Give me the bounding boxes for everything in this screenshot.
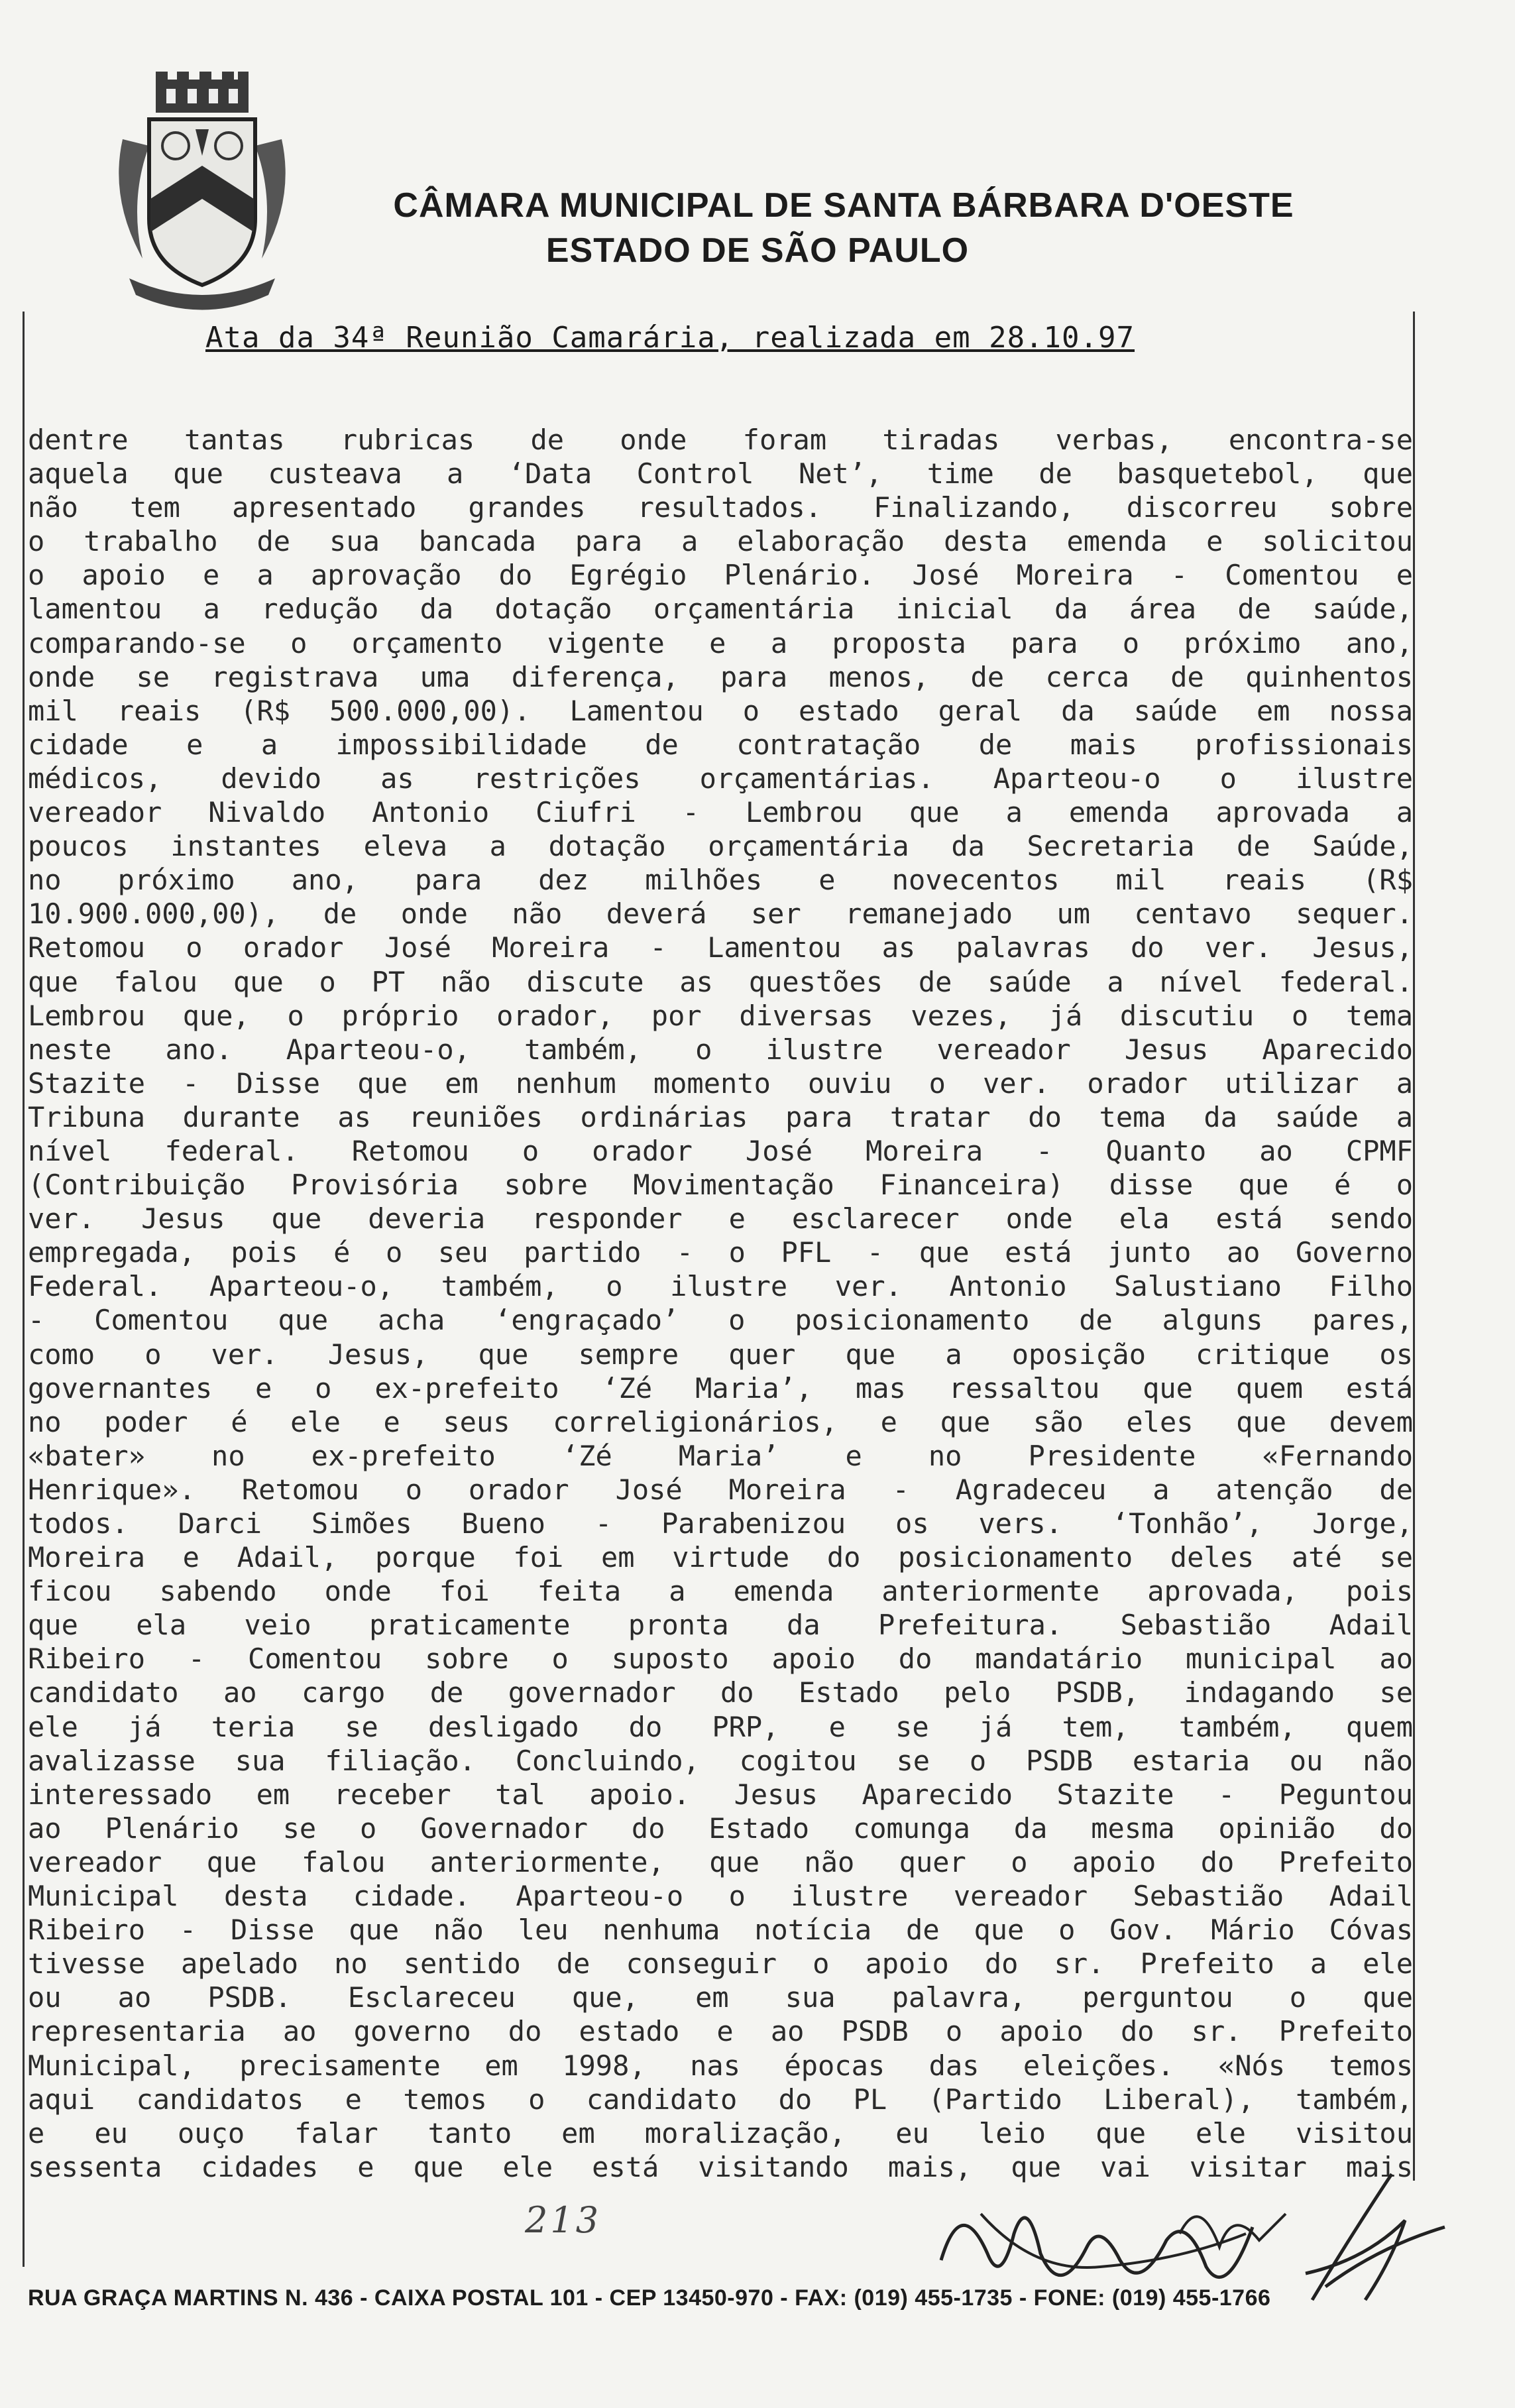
body-line: poucos instantes eleva a dotação orçamentária da Secretaria de Saúde,: [28, 830, 1413, 863]
body-line: lamentou a redução da dotação orçamentária inicial da área de saúde,: [28, 593, 1413, 626]
body-line: sessenta cidades e que ele está visitando mais, que vai visitar mais: [28, 2150, 1413, 2183]
body-line: Retomou o orador José Moreira - Lamentou as palavras do ver. Jesus,: [28, 931, 1413, 964]
body-line: aquela que custeava a ‘Data Control Net’, time de basquetebol, que: [28, 457, 1413, 490]
body-line: representaria ao governo do estado e ao PSDB o apoio do sr. Prefeito: [28, 2015, 1413, 2048]
body-line: que falou que o PT não discute as questões de saúde a nível federal.: [28, 965, 1413, 998]
body-line: candidato ao cargo de governador do Estado pelo PSDB, indagando se: [28, 1676, 1413, 1709]
body-line: vereador Nivaldo Antonio Ciufri - Lembrou que a emenda aprovada a: [28, 796, 1413, 829]
body-line: cidade e a impossibilidade de contratação de mais profissionais: [28, 728, 1413, 761]
minutes-body: [28, 423, 1413, 2184]
body-line: dentre tantas rubricas de onde foram tiradas verbas, encontra-se: [28, 424, 1413, 456]
body-line: Ribeiro - Comentou sobre o suposto apoio do mandatário municipal ao: [28, 1642, 1413, 1676]
body-line: Stazite - Disse que em nenhum momento ouviu o ver. orador utilizar a: [28, 1066, 1413, 1100]
body-line: comparando-se o orçamento vigente e a proposta para o próximo ano,: [28, 626, 1413, 659]
institution-name: CÂMARA MUNICIPAL DE SANTA BÁRBARA D'OESTE: [393, 186, 1294, 225]
body-line: médicos, devido as restrições orçamentárias. Aparteou-o o ilustre: [28, 762, 1413, 795]
body-line: no poder é ele e seus correligionários, e que são eles que devem: [28, 1405, 1413, 1438]
body-line: que ela veio praticamente pronta da Prefeitura. Sebastião Adail: [28, 1609, 1413, 1642]
body-line: mil reais (R$ 500.000,00). Lamentou o estado geral da saúde em nossa: [28, 694, 1413, 727]
body-line: Federal. Aparteou-o, também, o ilustre ver. Antonio Salustiano Filho: [28, 1270, 1413, 1303]
body-line: e eu ouço falar tanto em moralização, eu leio que ele visitou: [28, 2116, 1413, 2150]
body-line: onde se registrava uma diferença, para menos, de cerca de quinhentos: [28, 660, 1413, 693]
body-line: Henrique». Retomou o orador José Moreira - Agradeceu a atenção de: [28, 1473, 1413, 1506]
body-line: - Comentou que acha ‘engraçado’ o posicionamento de alguns pares,: [28, 1304, 1413, 1337]
body-line: ao Plenário se o Governador do Estado comunga da mesma opinião do: [28, 1811, 1413, 1845]
body-line: o trabalho de sua bancada para a elaboração desta emenda e solicitou: [28, 525, 1413, 558]
body-line: ou ao PSDB. Esclareceu que, em sua palavra, perguntou o que: [28, 1981, 1413, 2014]
body-line: 10.900.000,00), de onde não deverá ser remanejado um centavo sequer.: [28, 897, 1413, 931]
body-line: como o ver. Jesus, que sempre quer que a oposição critique os: [28, 1338, 1413, 1371]
handwritten-page-number: 213: [525, 2199, 602, 2241]
body-line: Municipal, precisamente em 1998, nas épocas das eleições. «Nós temos: [28, 2049, 1413, 2082]
minutes-title: Ata da 34ª Reunião Camarária, realizada em 28.10.97: [205, 321, 1135, 355]
body-line: ficou sabendo onde foi feita a emenda anteriormente aprovada, pois: [28, 1575, 1413, 1608]
state-name: ESTADO DE SÃO PAULO: [545, 231, 970, 270]
body-line: todos. Darci Simões Bueno - Parabenizou os vers. ‘Tonhão’, Jorge,: [28, 1507, 1413, 1540]
body-line: Ribeiro - Disse que não leu nenhuma notícia de que o Gov. Mário Cóvas: [28, 1914, 1413, 1947]
right-margin-rule: [1413, 312, 1415, 2181]
body-line: avalizasse sua filiação. Concluindo, cogitou se o PSDB estaria ou não: [28, 1744, 1413, 1777]
body-line: nível federal. Retomou o orador José Moreira - Quanto ao CPMF: [28, 1134, 1413, 1167]
body-line: o apoio e a aprovação do Egrégio Plenário. José Moreira - Comentou e: [28, 559, 1413, 592]
body-line: interessado em receber tal apoio. Jesus Aparecido Stazite - Peguntou: [28, 1778, 1413, 1811]
body-line: no próximo ano, para dez milhões e novecentos mil reais (R$: [28, 864, 1413, 897]
body-line: empregada, pois é o seu partido - o PFL - que está junto ao Governo: [28, 1236, 1413, 1269]
body-line: ele já teria se desligado do PRP, e se já tem, também, quem: [28, 1710, 1413, 1743]
body-line: Municipal desta cidade. Aparteou-o o ilustre vereador Sebastião Adail: [28, 1880, 1413, 1913]
body-line: tivesse apelado no sentido de conseguir o apoio do sr. Prefeito a ele: [28, 1947, 1413, 1980]
left-margin-rule: [23, 312, 25, 2267]
body-line: Moreira e Adail, porque foi em virtude do posicionamento deles até se: [28, 1541, 1413, 1574]
body-line: «bater» no ex-prefeito ‘Zé Maria’ e no Presidente «Fernando: [28, 1439, 1413, 1472]
body-line: governantes e o ex-prefeito ‘Zé Maria’, mas ressaltou que quem está: [28, 1371, 1413, 1405]
body-line: Lembrou que, o próprio orador, por diversas vezes, já discutiu o tema: [28, 999, 1413, 1032]
body-line: (Contribuição Provisória sobre Movimentação Financeira) disse que é o: [28, 1169, 1413, 1202]
body-line: aqui candidatos e temos o candidato do PL (Partido Liberal), também,: [28, 2083, 1413, 2116]
body-line: vereador que falou anteriormente, que não quer o apoio do Prefeito: [28, 1845, 1413, 1878]
body-line: Tribuna durante as reuniões ordinárias para tratar do tema da saúde a: [28, 1100, 1413, 1133]
body-line: neste ano. Aparteou-o, também, o ilustre vereador Jesus Aparecido: [28, 1033, 1413, 1066]
body-line: ver. Jesus que deveria responder e esclarecer onde ela está sendo: [28, 1202, 1413, 1235]
body-line: não tem apresentado grandes resultados. Finalizando, discorreu sobre: [28, 491, 1413, 524]
footer-address: RUA GRAÇA MARTINS N. 436 - CAIXA POSTAL 101 - CEP 13450-970 - FAX: (019) 455-1735 - FONE: (019) 455-1766: [28, 2285, 1271, 2311]
